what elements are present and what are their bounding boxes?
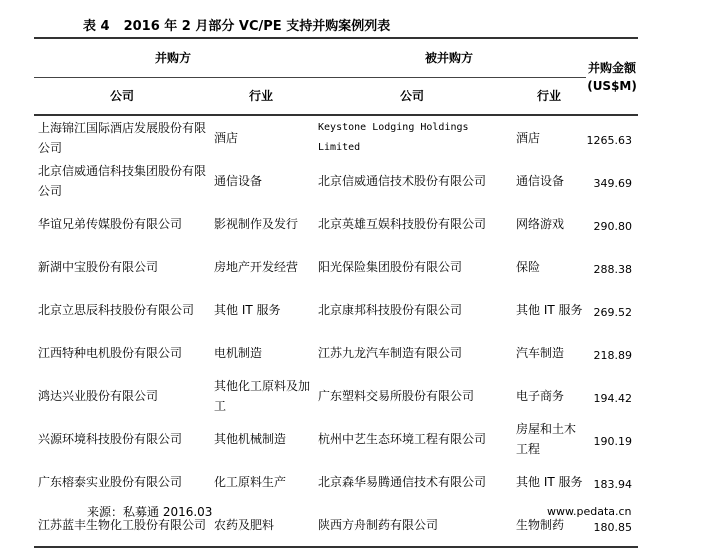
amount-cell: 269.52 — [593, 305, 633, 319]
amount-cell: 218.89 — [593, 348, 633, 362]
target-company-cell: 阳光保险集团股份有限公司 — [318, 259, 463, 274]
acquirer-company-cell: 江西特种电机股份有限公司 — [38, 345, 183, 360]
acquirer-industry-cell: 电机制造 — [214, 345, 263, 360]
acquirer-industry-header: 行业 — [210, 78, 312, 116]
amount-header — [586, 38, 638, 115]
ma-cases-table — [34, 37, 638, 548]
target-industry-cell: 通信设备 — [516, 173, 565, 188]
target-company-cell: 北京英雄互娱科技股份有限公司 — [318, 216, 487, 231]
acquirer-industry-cell: 化工原料生产 — [214, 474, 287, 489]
acquirer-company-header: 公司 — [34, 78, 210, 116]
target-company-cell: 北京康邦科技股份有限公司 — [318, 302, 463, 317]
target-industry-cell: 汽车制造 — [516, 345, 565, 360]
amount-cell: 190.19 — [593, 434, 633, 448]
amount-header-label: 并购金额 — [588, 60, 637, 75]
table-row — [34, 202, 638, 245]
target-company-header: 公司 — [312, 78, 512, 116]
acquirer-industry-cell: 其他 IT 服务 — [214, 302, 281, 317]
amount-cell: 194.42 — [593, 391, 633, 405]
acquirer-industry-cell: 其他机械制造 — [214, 431, 287, 446]
table-title — [83, 15, 390, 34]
amount-cell: 290.80 — [593, 219, 633, 233]
amount-header-unit: (US$M) — [587, 78, 637, 93]
target-company-cell: 江苏九龙汽车制造有限公司 — [318, 345, 463, 360]
acquirer-company-cell: 华谊兄弟传媒股份有限公司 — [38, 216, 183, 231]
target-industry-cell: 其他 IT 服务 — [516, 302, 583, 317]
table-row — [34, 159, 638, 202]
table-row — [34, 331, 638, 374]
target-industry-cell: 保险 — [516, 259, 541, 274]
acquirer-company-cell: 广东榕泰实业股份有限公司 — [38, 474, 183, 489]
table-row — [34, 374, 638, 417]
acquirer-industry-cell: 酒店 — [214, 130, 239, 145]
amount-cell: 1265.63 — [586, 133, 633, 147]
target-industry-cell: 生物制药 — [512, 503, 586, 547]
acquirer-company-cell: 鸿达兴业股份有限公司 — [38, 388, 159, 403]
target-industry-cell: 其他 IT 服务 — [516, 474, 583, 489]
target-company-cell: 广东塑料交易所股份有限公司 — [318, 388, 475, 403]
target-industry-cell: 电子商务 — [516, 388, 565, 403]
target-industry-cell: 酒店 — [516, 130, 541, 145]
table-row — [34, 417, 638, 460]
target-industry-cell: 房屋和土木工程 — [516, 421, 577, 456]
target-company-cell: 北京森华易腾通信技术有限公司 — [318, 474, 487, 489]
table-row — [34, 460, 638, 503]
acquirer-industry-cell: 农药及肥料 — [210, 503, 312, 547]
amount-cell: 288.38 — [593, 262, 633, 276]
acquirer-company-cell: 新湖中宝股份有限公司 — [38, 259, 159, 274]
target-industry-header: 行业 — [512, 78, 586, 116]
acquirer-industry-cell: 房地产开发经营 — [214, 259, 299, 274]
source-note: 来源：私募通 2016.03 — [87, 505, 213, 519]
acquirer-industry-cell: 影视制作及发行 — [214, 216, 299, 231]
target-company-cell: 陕西方舟制药有限公司 — [312, 503, 512, 547]
acquirer-company-cell: 北京立思辰科技股份有限公司 — [38, 302, 195, 317]
target-group-header: 被并购方 — [312, 38, 586, 78]
amount-cell: 183.94 — [593, 477, 633, 491]
amount-cell: 349.69 — [593, 176, 633, 190]
website-url: www.pedata.cn — [547, 505, 632, 518]
table-row — [34, 245, 638, 288]
target-industry-cell: 网络游戏 — [516, 216, 565, 231]
amount-cell: 180.85 — [586, 503, 638, 547]
acquirer-group-header: 并购方 — [34, 38, 312, 78]
acquirer-company-cell: 上海锦江国际酒店发展股份有限公司 — [38, 120, 207, 155]
acquirer-company-cell: 江苏蓝丰生物化工股份有限公司 — [34, 503, 210, 547]
table-row — [34, 115, 638, 159]
acquirer-industry-cell: 通信设备 — [214, 173, 263, 188]
acquirer-industry-cell: 其他化工原料及加工 — [214, 378, 311, 413]
table-row — [34, 288, 638, 331]
target-company-cell: 北京信威通信技术股份有限公司 — [318, 173, 487, 188]
acquirer-company-cell: 兴源环境科技股份有限公司 — [38, 431, 183, 446]
target-company-cell: Keystone Lodging Holdings Limited — [318, 121, 469, 153]
table-number: 表 4 — [83, 19, 110, 34]
target-company-cell: 杭州中艺生态环境工程有限公司 — [318, 431, 487, 446]
acquirer-company-cell: 北京信威通信科技集团股份有限公司 — [38, 163, 207, 198]
table-caption: 2016 年 2 月部分 VC/PE 支持并购案例列表 — [123, 19, 391, 34]
